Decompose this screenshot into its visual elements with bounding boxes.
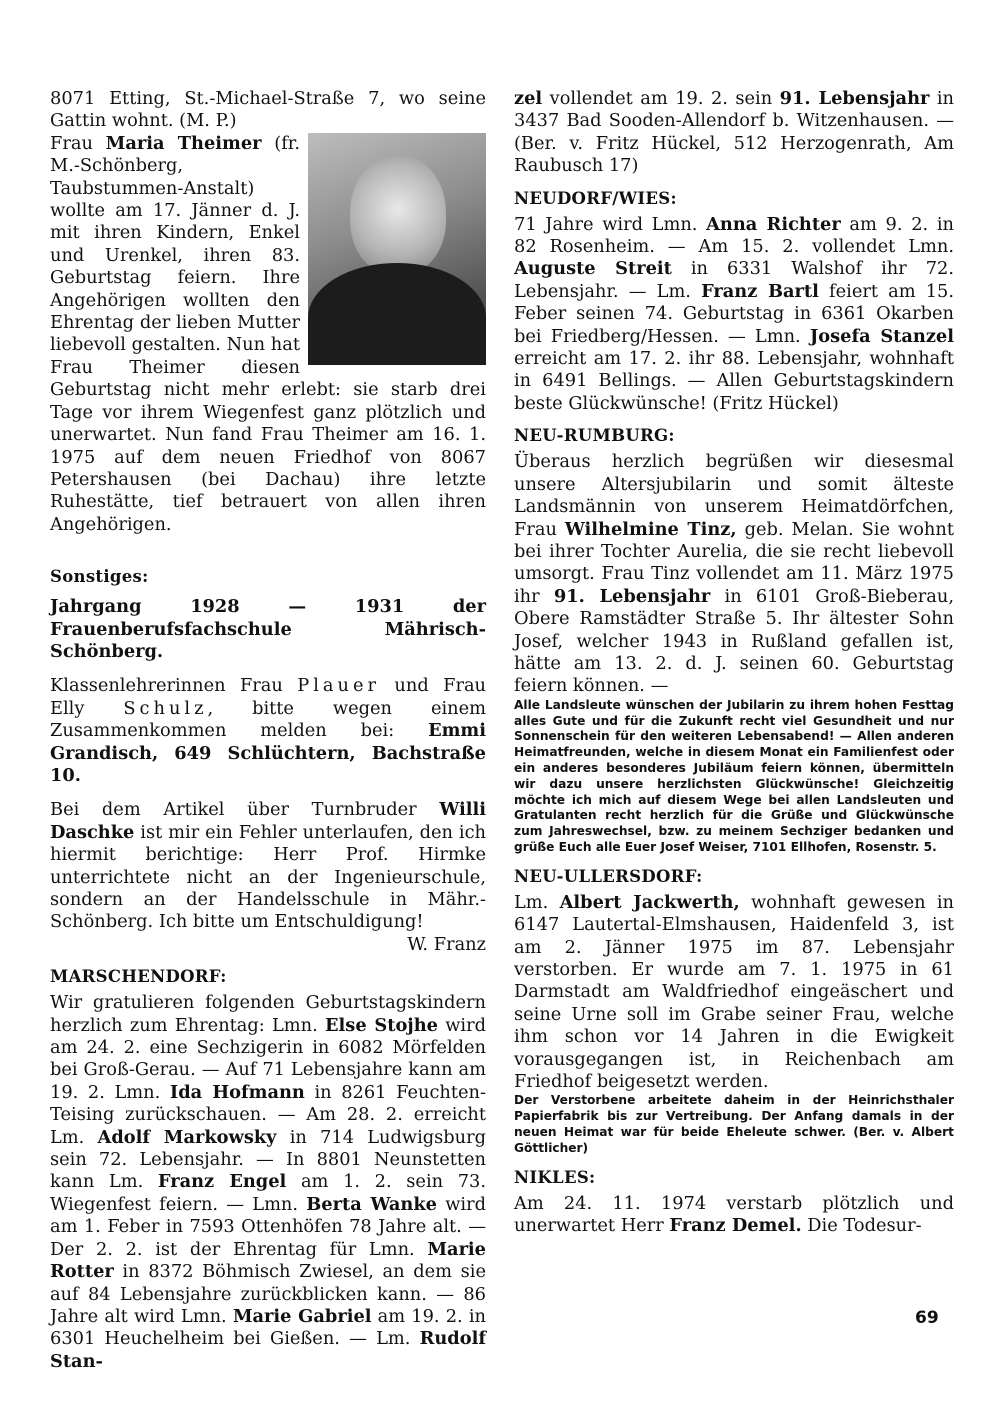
neuullersdorf-paragraph: Lm. Albert Jackwerth, wohnhaft gewesen in 6147 Lautertal-Elmshausen, Haidenfeld 3, ist am 2. Jänner 1975 im 87. Lebensjahr verstorben. Er wurde am 7. 1. 1975 in 61 Darmstadt am Waldfriedhof eingeäschert und seine Urne soll im Grabe seiner Frau, welche ihm schon vor 14 Jahren in die Ewigkeit vorausgegangen ist, in Reichenbach am Friedhof beigesetzt werden. <box>514 891 954 1092</box>
portrait-body <box>308 263 486 365</box>
right-column <box>514 88 954 1237</box>
left-column <box>50 88 486 1373</box>
daschke-paragraph: Bei dem Artikel über Turnbruder Willi Daschke ist mir ein Fehler unterlaufen, den ich hiermit berichtige: Herr Prof. Hirmke unterrichtete nicht an der Ingenieurschule, sondern an der Handelsschule in Mähr.-Schönberg. Ich bitte um Entschuldigung! <box>50 799 486 933</box>
portrait-photo <box>308 133 486 365</box>
neudorf-paragraph: 71 Jahre wird Lmn. Anna Richter am 9. 2. in 82 Rosenheim. — Am 15. 2. vollendet Lmn. Auguste Streit in 6331 Walshof ihr 72. Lebensjahr. — Lm. Franz Bartl feiert am 15. Feber seinen 74. Geburtstag in 6361 Okarben bei Friedberg/Hessen. — Lmn. Josefa Stanzel erreicht am 17. 2. ihr 88. Lebensjahr, wohnhaft in 6491 Bellings. — Allen Geburtstagskindern beste Glückwünsche! (Fritz Hückel) <box>514 213 954 414</box>
nikles-heading: NIKLES: <box>514 1167 596 1187</box>
sonstiges-heading: Sonstiges: <box>50 567 149 587</box>
neurumburg-small-print: Alle Landsleute wünschen der Jubilarin zu ihrem hohen Festtag alles Gute und für die Zukunft recht viel Gesundheit und nur Sonnenschein für den weiteren Lebensabend! — Allen anderen Heimatfreunden, welche in diesem Monat ein Familienfest oder ein anderes besonderes Jubiläum feiern können, übermitteln wir dazu unsere herzlichsten Glückwünsche! Gleichzeitig möchte ich mich auf diesem Wege bei allen Landsleuten und Gratulanten recht herzlich für die Grüße und Glückwünsche zum Jahreswechsel, bzw. zu meinem Sechziger bedanken und grüße Euch alle Euer Josef Weiser, 7101 Ellhofen, Rosenstr. 5. <box>514 697 954 854</box>
nikles-paragraph: Am 24. 11. 1974 verstarb plötzlich und unerwartet Herr Franz Demel. Die Todesur- <box>514 1192 954 1236</box>
signature: W. Franz <box>407 933 486 955</box>
marschendorf-heading: MARSCHENDORF: <box>50 967 227 987</box>
neurumburg-heading: NEU-RUMBURG: <box>514 426 675 446</box>
jahrgang-heading: Jahrgang 1928 — 1931 der Frauenberufsfachschule Mährisch-Schönberg. <box>50 596 486 662</box>
stanzel-continuation: zel vollendet am 19. 2. sein 91. Lebensjahr in 3437 Bad Sooden-Allendorf b. Witzenhausen. — (Ber. v. Fritz Hückel, 512 Herzogenrath, Am Raubusch 17) <box>514 88 954 177</box>
theimer-paragraph: Frau Maria Theimer (fr. M.-Schönberg, Taubstummen-Anstalt) wollte am 17. Jänner d. J. mit ihren Kindern, Enkel und Urenkel, ihren 83. Geburtstag feiern. Ihre Angehörigen wollten den Ehrentag der lieben Mutter liebevoll gestalten. Nun hat Frau Theimer diesen Geburtstag nicht mehr erlebt: sie starb drei Tage vor ihrem Wiegenfest ganz plötzlich und unerwartet. Nun fand Frau Theimer am 16. 1. 1975 auf dem neuen Friedhof von 8067 Petershausen (bei Dachau) ihre letzte Ruhestätte, tief betrauert von allen ihren Angehörigen. <box>50 132 486 535</box>
marschendorf-paragraph: Wir gratulieren folgenden Geburtstagskindern herzlich zum Ehrentag: Lmn. Else Stojhe wird am 24. 2. eine Sechzigerin in 6082 Mörfelden bei Groß-Gerau. — Auf 71 Lebensjahre kann am 19. 2. Lmn. Ida Hofmann in 8261 Feuchten-Teising zurückschauen. — Am 28. 2. erreicht Lm. Adolf Markowsky in 714 Ludwigsburg sein 72. Lebensjahr. — In 8801 Neunstetten kann Lm. Franz Engel am 1. 2. sein 73. Wiegenfest feiern. — Lmn. Berta Wanke wird am 1. Feber in 7593 Ottenhöfen 78 Jahre alt. — Der 2. 2. ist der Ehrentag für Lmn. Marie Rotter in 8372 Böhmisch Zwiesel, an dem sie auf 84 Lebensjahre zurückblicken kann. — 86 Jahre alt wird Lmn. Marie Gabriel am 19. 2. in 6301 Heuchelheim bei Gießen. — Lm. Rudolf Stan- <box>50 992 487 1372</box>
neuullersdorf-small-print: Der Verstorbene arbeitete daheim in der Heinrichsthaler Papierfabrik bis zur Vertreibung. Der Anfang damals in der neuen Heimat war für beide Eheleute schwer. (Ber. v. Albert Göttlicher) <box>514 1093 954 1155</box>
neudorf-heading: NEUDORF/WIES: <box>514 188 677 208</box>
neurumburg-paragraph: Überaus herzlich begrüßen wir diesesmal unsere Altersjubilarin und somit älteste Landsmännin von unserem Heimatdörfchen, Frau Wilhelmine Tinz, geb. Melan. Sie wohnt bei ihrer Tochter Aurelia, die sie recht liebevoll umsorgt. Frau Tinz vollendet am 11. März 1975 ihr 91. Lebensjahr in 6101 Groß-Bieberau, Obere Ramstädter Straße 5. Ihr ältester Sohn Josef, welcher 1943 in Rußland gefallen ist, hätte am 13. 2. d. J. seinen 60. Geburtstag feiern können. — <box>514 451 954 697</box>
neuullersdorf-heading: NEU-ULLERSDORF: <box>514 866 703 886</box>
portrait-face <box>350 155 446 275</box>
page-number: 69 <box>915 1308 939 1328</box>
intro-paragraph: 8071 Etting, St.-Michael-Straße 7, wo seine Gattin wohnt. (M. P.) <box>50 88 486 132</box>
klassen-paragraph: Klassenlehrerinnen Frau Plauer und Frau Elly Schulz, bitte wegen einem Zusammenkommen melden bei: Emmi Grandisch, 649 Schlüchtern, Bachstraße 10. <box>50 675 486 786</box>
